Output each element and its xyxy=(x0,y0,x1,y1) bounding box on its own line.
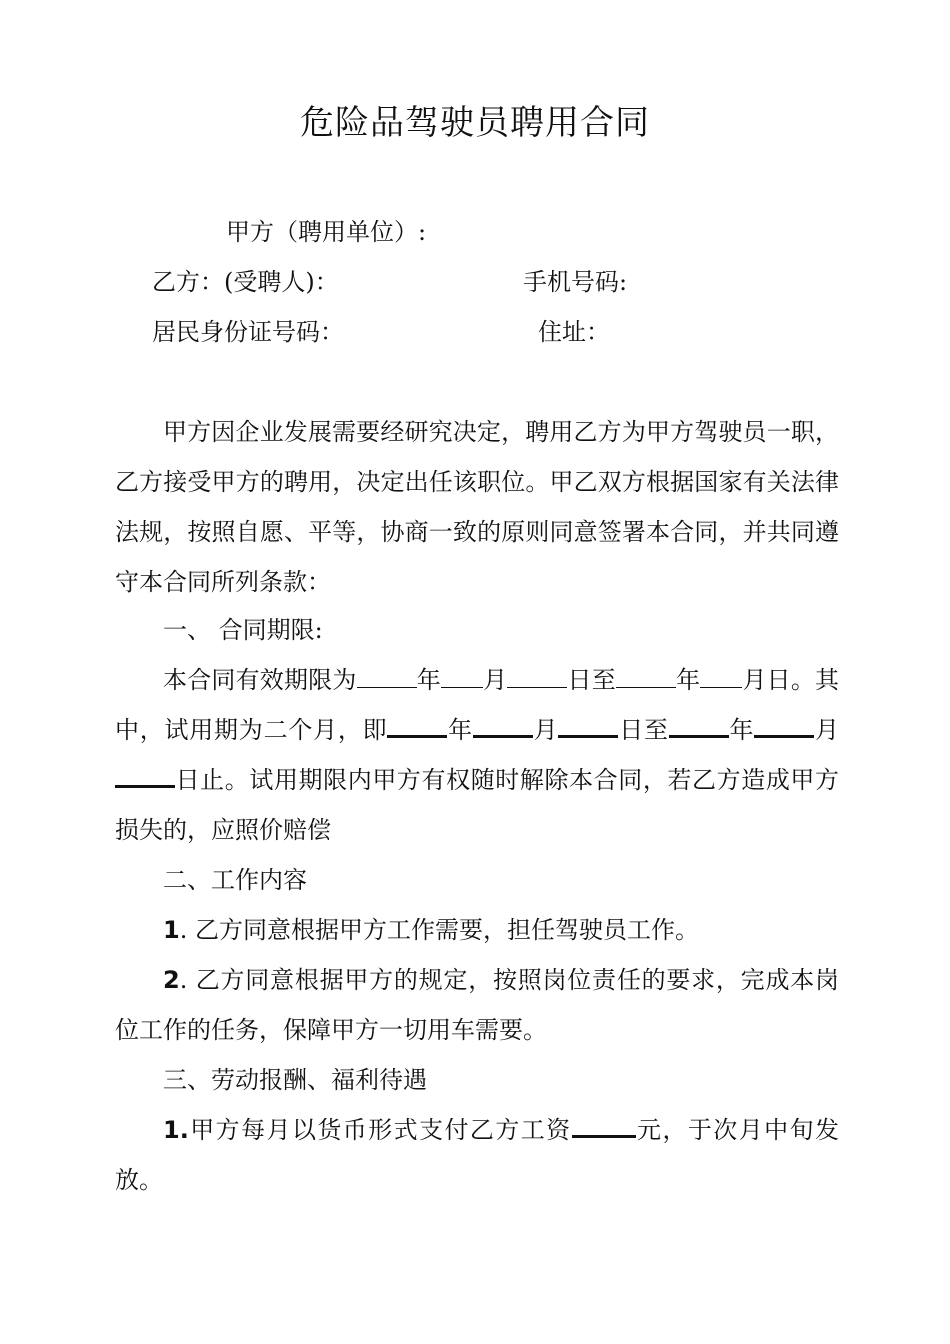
section-2-heading: 二、工作内容 xyxy=(163,866,307,894)
item-suffix: 元，于次月中旬发放。 xyxy=(115,1116,839,1194)
party-b-label: 乙方：(受聘人)： xyxy=(152,268,339,296)
section-3-heading: 三、劳动报酬、福利待遇 xyxy=(163,1066,427,1094)
month-text: 月 xyxy=(532,716,559,744)
term-prefix: 本合同有效期限为 xyxy=(163,666,357,694)
trial-start-day-blank[interactable] xyxy=(558,713,618,738)
trial-end-month-blank[interactable] xyxy=(754,713,814,738)
year-text: 年 xyxy=(675,666,701,694)
term-start-month-blank[interactable] xyxy=(441,665,483,688)
address-label: 住址： xyxy=(538,318,610,346)
trial-end-year-blank[interactable] xyxy=(669,713,729,738)
month-text: 月 xyxy=(482,666,508,694)
phone-label: 手机号码: xyxy=(523,268,628,296)
year-text: 年 xyxy=(447,716,473,744)
month-text: 月 xyxy=(742,666,767,694)
item-number: 2 xyxy=(163,966,180,994)
term-end-month-blank[interactable] xyxy=(700,665,742,688)
item-text: . 乙方同意根据甲方的规定，按照岗位责任的要求，完成本岗位工作的任务，保障甲方一切用车需要。 xyxy=(115,966,839,1044)
salary-amount-blank[interactable] xyxy=(572,1113,636,1138)
section-1-heading: 一、 合同期限: xyxy=(163,616,323,644)
item-number: 1. xyxy=(163,1116,189,1144)
item-number: 1 xyxy=(163,916,180,944)
day-to-text: 日至 xyxy=(567,666,616,694)
trial-start-year-blank[interactable] xyxy=(387,713,447,738)
section-2-item-1 xyxy=(115,905,839,955)
year-text: 年 xyxy=(728,716,755,744)
trial-start-month-blank[interactable] xyxy=(473,713,533,738)
month-text: 月 xyxy=(814,716,840,744)
term-end-year-blank[interactable] xyxy=(616,665,676,688)
trial-end-day-blank[interactable] xyxy=(115,763,175,788)
item-text: . 乙方同意根据甲方工作需要，担任驾驶员工作。 xyxy=(179,916,699,944)
trial-end-text: 日止。试用期限内甲方有权随时解除本合同，若乙方造成甲方损失的，应照价赔偿 xyxy=(115,766,839,844)
section-3-item-1 xyxy=(115,1105,839,1205)
party-a-label: 甲方（聘用单位）: xyxy=(226,218,427,246)
day-to-text: 日至 xyxy=(618,716,669,744)
section-2-item-2 xyxy=(115,955,839,1055)
id-number-label: 居民身份证号码： xyxy=(152,318,344,346)
trial-intro-text: 日。其中，试用期为二个月，即 xyxy=(115,666,840,744)
document-title: 危险品驾驶员聘用合同 xyxy=(300,103,650,143)
term-start-day-blank[interactable] xyxy=(507,665,567,688)
year-text: 年 xyxy=(416,666,441,694)
preamble-paragraph: 甲方因企业发展需要经研究决定，聘用乙方为甲方驾驶员一职，乙方接受甲方的聘用，决定出任该职位。甲乙双方根据国家有关法律法规，按照自愿、平等，协商一致的原则同意签署本合同，并共同遵守本合同所列条款： xyxy=(115,418,839,596)
contract-term-paragraph xyxy=(115,655,839,855)
item-prefix: 甲方每月以货币形式支付乙方工资 xyxy=(188,1116,572,1144)
term-start-year-blank[interactable] xyxy=(357,665,417,688)
